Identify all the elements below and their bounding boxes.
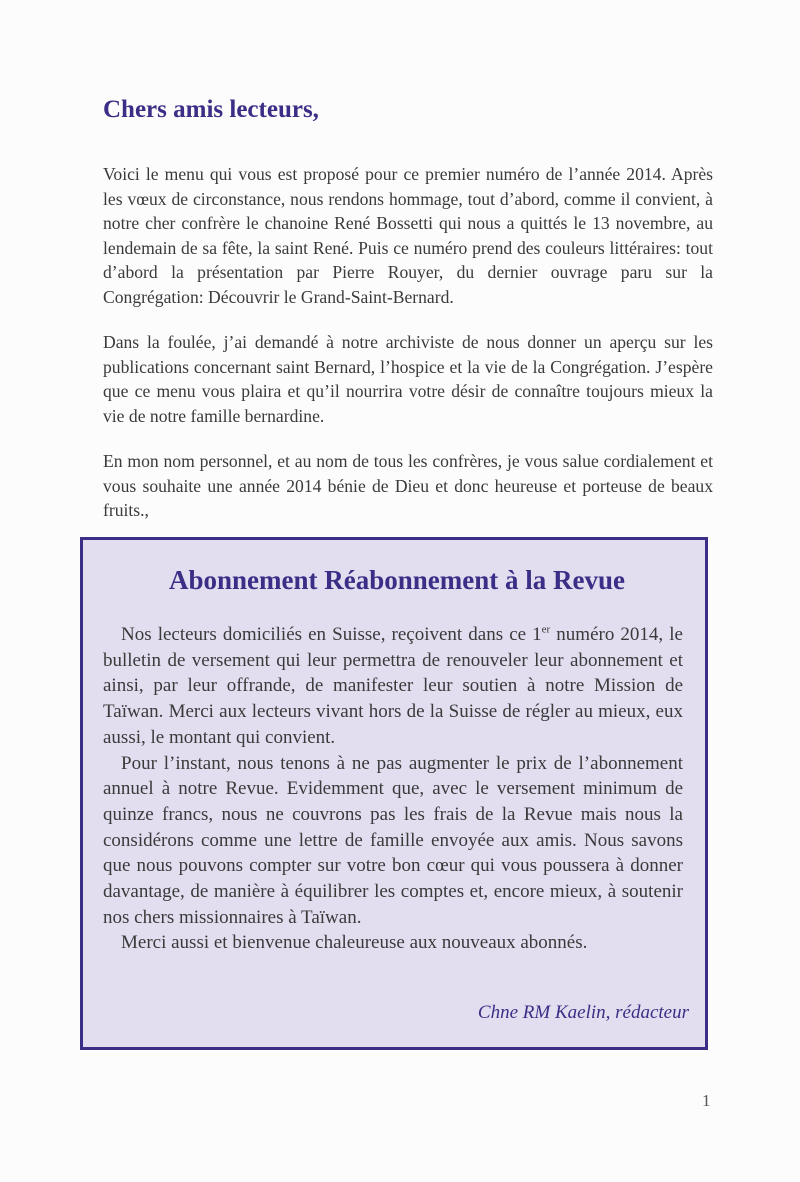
ordinal-superscript: er	[541, 623, 551, 636]
subscription-paragraph-3: Merci aussi et bienvenue chaleureuse aux nouveaux abonnés.	[121, 932, 588, 954]
subscription-p1-end: numéro 2014, le bulletin de versement qui leur permettra de renouveler leur abonnement et ainsi, par leur offrande, de manifester leur soutien à notre Mission de Taïwan. Merci aux lecteurs vivant hors de la Suisse de régler au mieux, eux aussi, le montant qui convient.	[103, 624, 683, 748]
editor-signature: Chne RM Kaelin, rédacteur	[477, 1002, 689, 1023]
letter-paragraph-3: En mon nom personnel, et au nom de tous les confrères, je vous salue cordialement et vous souhaite une année 2014 bénie de Dieu et donc heureuse et porteuse de beaux fruits.,	[103, 451, 713, 520]
letter-paragraph-1: Voici le menu qui vous est proposé pour ce premier numéro de l’année 2014. Après les vœux de circonstance, nous rendons hommage, tout d’abord, comme il convient, à notre cher confrère le chanoine René Bossetti qui nous a quittés le 13 novembre, au lendemain de sa fête, la saint René. Puis ce numéro prend des couleurs littéraires: tout d’abord la présentation par Pierre Rouyer, du dernier ouvrage paru sur la Congrégation: Découvrir le Grand-Saint-Bernard.	[103, 164, 713, 307]
subscription-box-body	[103, 622, 683, 956]
letter-body	[103, 162, 713, 544]
letter-paragraph-2: Dans la foulée, j’ai demandé à notre archiviste de nous donner un aperçu sur les publications concernant saint Bernard, l’hospice et la vie de la Congrégation. J’espère que ce menu vous plaira et qu’il nourrira votre désir de connaître toujours mieux la vie de notre famille bernardine.	[103, 332, 713, 426]
subscription-box-title: Abonnement Réabonnement à la Revue	[169, 565, 625, 595]
subscription-box	[80, 537, 708, 1050]
greeting-heading: Chers amis lecteurs,	[103, 96, 319, 123]
subscription-p1-start: Nos lecteurs domiciliés en Suisse, reçoivent dans ce 1	[121, 624, 542, 645]
subscription-paragraph-2: Pour l’instant, nous tenons à ne pas augmenter le prix de l’abonnement annuel à notre Revue. Evidemment que, avec le versement minimum de quinze francs, nous ne couvrons pas les frais de la Revue mais nous la considérons comme une lettre de famille envoyée aux amis. Nous savons que nous pouvons compter sur votre bon cœur qui vous poussera à donner davantage, de manière à équilibrer les comptes et, encore mieux, à soutenir nos chers missionnaires à Taïwan.	[103, 752, 683, 928]
subscription-paragraph-1	[103, 622, 683, 751]
page-number: 1	[702, 1091, 711, 1110]
